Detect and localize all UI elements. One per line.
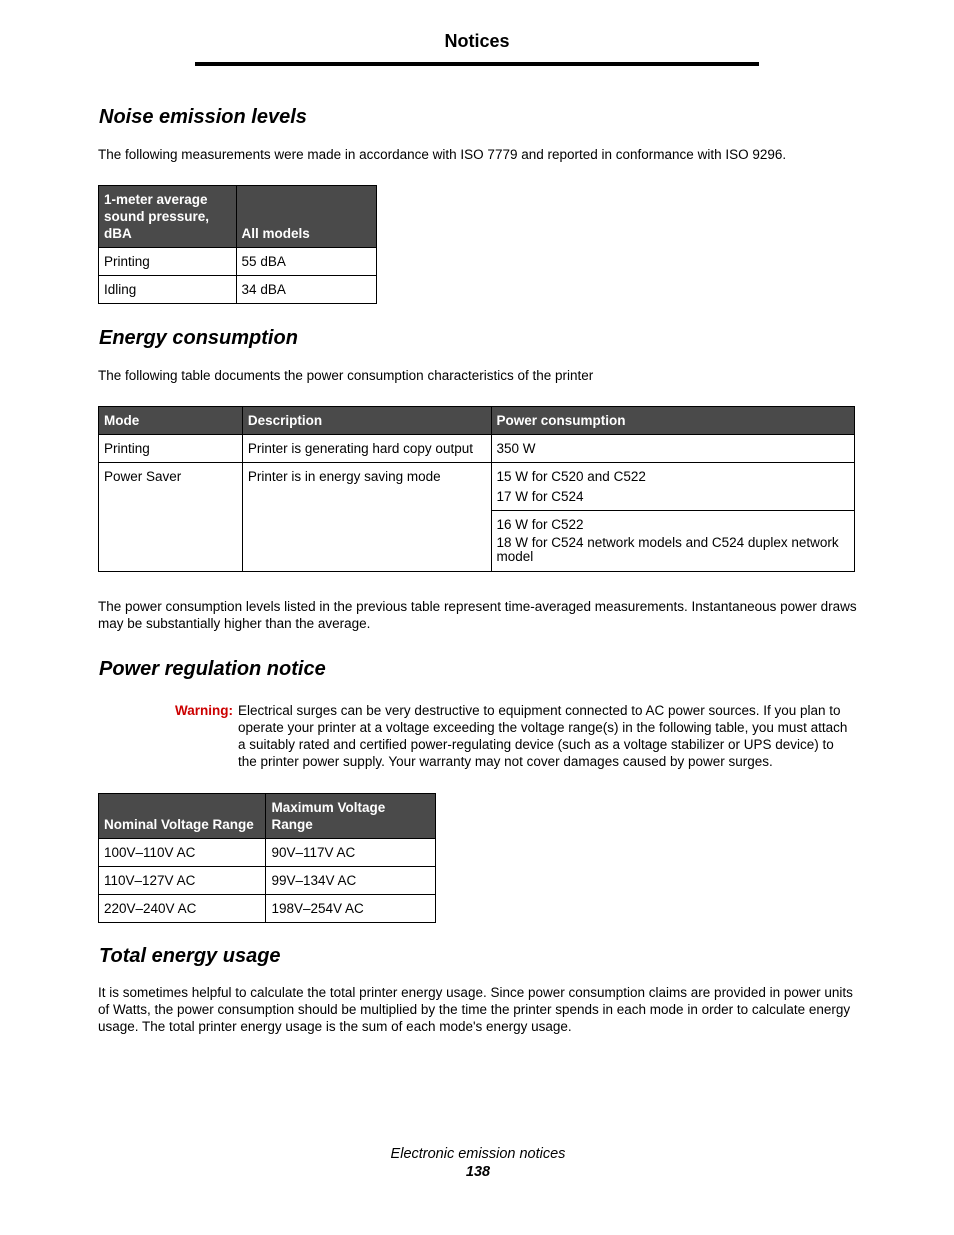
energy-header-description: Description: [242, 407, 491, 435]
table-row: [99, 867, 436, 895]
voltage-nominal-cell: 100V–110V AC: [99, 839, 266, 867]
warning-text: Electrical surges can be very destructive to equipment connected to AC power sources. If you plan to operate your printer at a voltage exceeding the voltage range(s) in the following table, you must attach a suitably rated and certified power-regulating device (such as a voltage stabilizer or UPS device) to the printer power supply. Your warranty may not cover damages caused by power surges.: [238, 703, 848, 769]
energy-power-cell: [491, 463, 855, 511]
energy-mode-cell: Printing: [99, 435, 243, 463]
power-value: 17 W for C524: [496, 489, 584, 504]
page-header-title: Notices: [444, 31, 510, 51]
noise-value-cell: 55 dBA: [236, 248, 376, 276]
voltage-header-nominal: Nominal Voltage Range: [99, 794, 266, 839]
total-energy-text: It is sometimes helpful to calculate the total printer energy usage. Since power consumption claims are provided in power units of Watts, the power consumption should be multiplied by the time the printer spends in each mode in order to calculate energy usage. The total printer energy usage is the sum of each mode's energy usage.: [98, 985, 853, 1034]
power-value: 15 W for C520 and C522: [496, 469, 646, 484]
noise-header-models: All models: [236, 186, 376, 248]
voltage-maximum-cell: 90V–117V AC: [266, 839, 436, 867]
power-value: 18 W for C524 network models and C524 duplex network model: [496, 535, 839, 564]
energy-header-mode: Mode: [99, 407, 243, 435]
noise-mode-cell: Printing: [99, 248, 237, 276]
energy-description-cell: Printer is in energy saving mode: [242, 463, 491, 572]
noise-value-cell: 34 dBA: [236, 276, 376, 304]
noise-intro: The following measurements were made in accordance with ISO 7779 and reported in conformance with ISO 9296.: [98, 147, 787, 162]
voltage-maximum-cell: 198V–254V AC: [266, 895, 436, 923]
header-rule: [195, 62, 759, 66]
voltage-maximum-cell: 99V–134V AC: [266, 867, 436, 895]
voltage-table: [98, 793, 436, 923]
table-row: [99, 276, 377, 304]
power-value: 16 W for C522: [496, 517, 584, 532]
table-row: [99, 839, 436, 867]
footer-title: Electronic emission notices: [390, 1146, 566, 1162]
energy-description-cell: Printer is generating hard copy output: [242, 435, 491, 463]
noise-table: [98, 185, 377, 304]
voltage-nominal-cell: 220V–240V AC: [99, 895, 266, 923]
energy-header-power: Power consumption: [491, 407, 855, 435]
noise-header-pressure: 1-meter average sound pressure, dBA: [99, 186, 237, 248]
energy-intro: The following table documents the power consumption characteristics of the printer: [98, 368, 594, 383]
warning-notice: [160, 702, 860, 770]
table-row: [99, 248, 377, 276]
noise-mode-cell: Idling: [99, 276, 237, 304]
page-number: 138: [465, 1164, 491, 1180]
noise-table-header-row: [99, 186, 377, 248]
power-regulation-heading: Power regulation notice: [99, 658, 326, 680]
noise-heading: Noise emission levels: [99, 106, 307, 128]
energy-note: The power consumption levels listed in the previous table represent time-averaged measurements. Instantaneous power draws may be substantially higher than the average.: [98, 599, 857, 631]
energy-power-cell: [491, 511, 855, 572]
voltage-table-header-row: [99, 794, 436, 839]
total-energy-heading: Total energy usage: [99, 945, 281, 967]
voltage-header-maximum: Maximum Voltage Range: [266, 794, 436, 839]
energy-table-header-row: [99, 407, 855, 435]
voltage-nominal-cell: 110V–127V AC: [99, 867, 266, 895]
warning-label: Warning:: [175, 703, 233, 718]
table-row: [99, 895, 436, 923]
energy-table: [98, 406, 855, 572]
table-row: [99, 463, 855, 511]
energy-power-cell: 350 W: [491, 435, 855, 463]
table-row: [99, 435, 855, 463]
energy-mode-cell: Power Saver: [99, 463, 243, 572]
energy-heading: Energy consumption: [99, 327, 298, 349]
